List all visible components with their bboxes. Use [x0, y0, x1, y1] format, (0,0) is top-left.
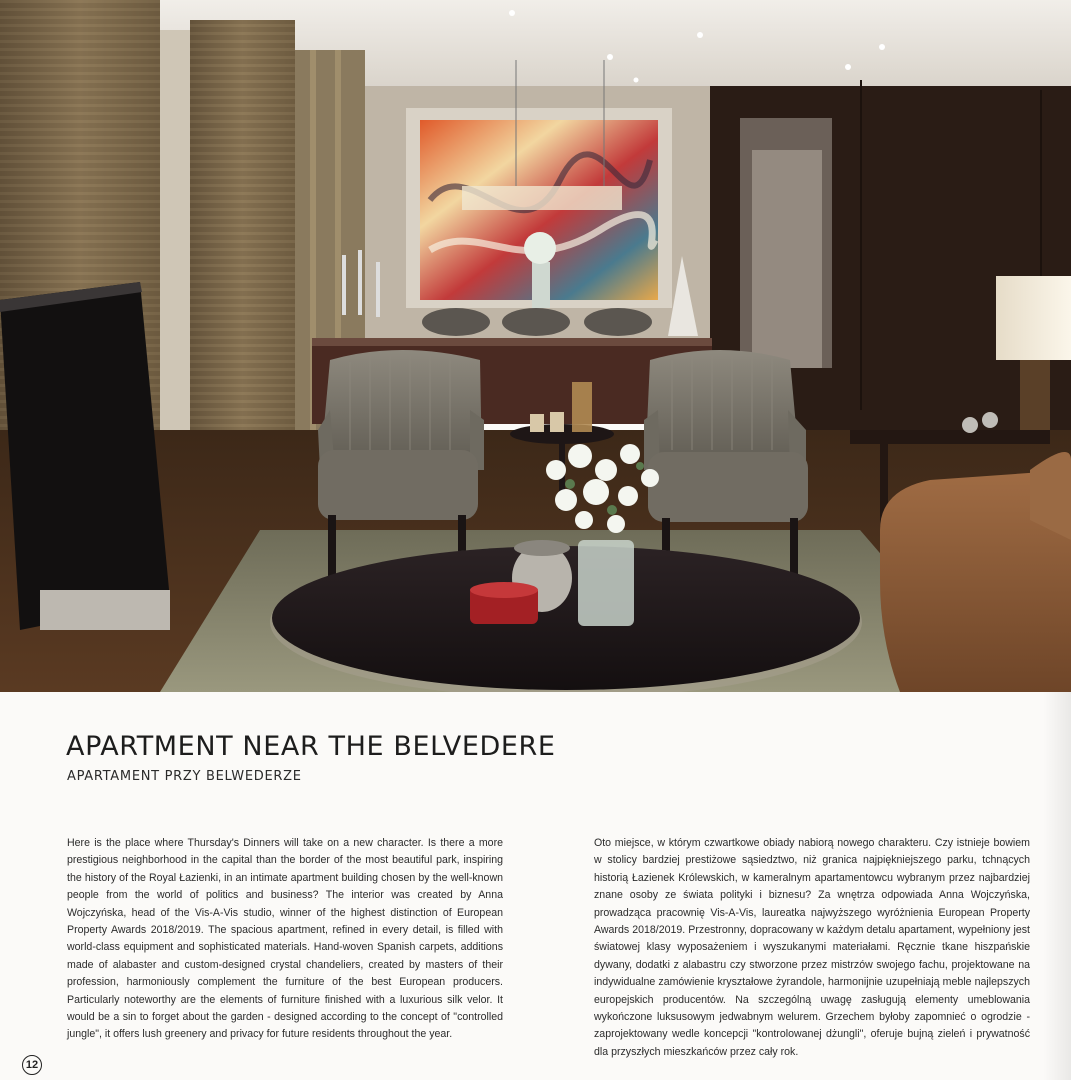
article-body-polish: Oto miejsce, w którym czwartkowe obiady nabiorą nowego charakteru. Czy istnieje bowiem w stolicy bardziej prestiżowe sąsiedztwo, niż granica najpiękniejszego parku, tchnących historią Łazienek Królewskich, w kameralnym apartamentowcu wybranym przez najbardziej znane osoby ze świata polityki i biznesu? Za wnętrza odpowiada Anna Wojczyńska, prowadząca pracownię Vis-A-Vis, laureatka najwyższego wyróżnienia European Property Awards 2018/2019. Przestronny, dopracowany w każdym detalu apartament, wypełniony jest światowej klasy wyposażeniem i wyszukanymi materiałami. Ręcznie tkane hiszpańskie dywany, dodatki z alabastru czy stworzone przez mistrzów swojego fachu, projektowane na indywidualne zamówienie kryształowe żyrandole, harmonijnie uzupełniają meble najlepszych europejskich producentów. Na szczególną uwagę zasługują elementy umeblowania wykończone luksusowym jedwabnym welurem. Grzechem byłoby zapomnieć o ogrodzie - zaprojektowany wedle koncepcji "kontrolowanej dżungli", oferuje bujną zieleń i prywatność dla przyszłych mieszkańców przez cały rok.: [594, 837, 1030, 1058]
page-number-badge: 12: [22, 1055, 42, 1075]
page-gutter-shadow: [1043, 692, 1071, 1080]
article-body-english: Here is the place where Thursday's Dinners will take on a new character. Is there a more prestigious neighborhood in the capital than the border of the most beautiful park, inspiring the history of the Royal Łazienki, in an intimate apartment building chosen by the well-known people from the world of politics and business? The interior was created by Anna Wojczyńska, head of the Vis-A-Vis studio, winner of the highest distinction of European Property Awards 2018/2019. The spacious apartment, refined in every detail, is filled with world-class equipment and sophisticated materials. Hand-woven Spanish carpets, additions made of alabaster and custom-designed crystal chandeliers, created by masters of their profession, harmoniously complement the furniture of the best European producers. Particularly noteworthy are the elements of furniture finished with a luxurious silk velor. It would be a sin to forget about the garden - designed according to the concept of "controlled jungle", it offers lush greenery and privacy for future residents throughout the year.: [67, 837, 503, 1041]
article-subtitle: APARTAMENT PRZY BELWEDERZE: [67, 769, 302, 784]
article-title: APARTMENT NEAR THE BELVEDERE: [66, 731, 556, 762]
